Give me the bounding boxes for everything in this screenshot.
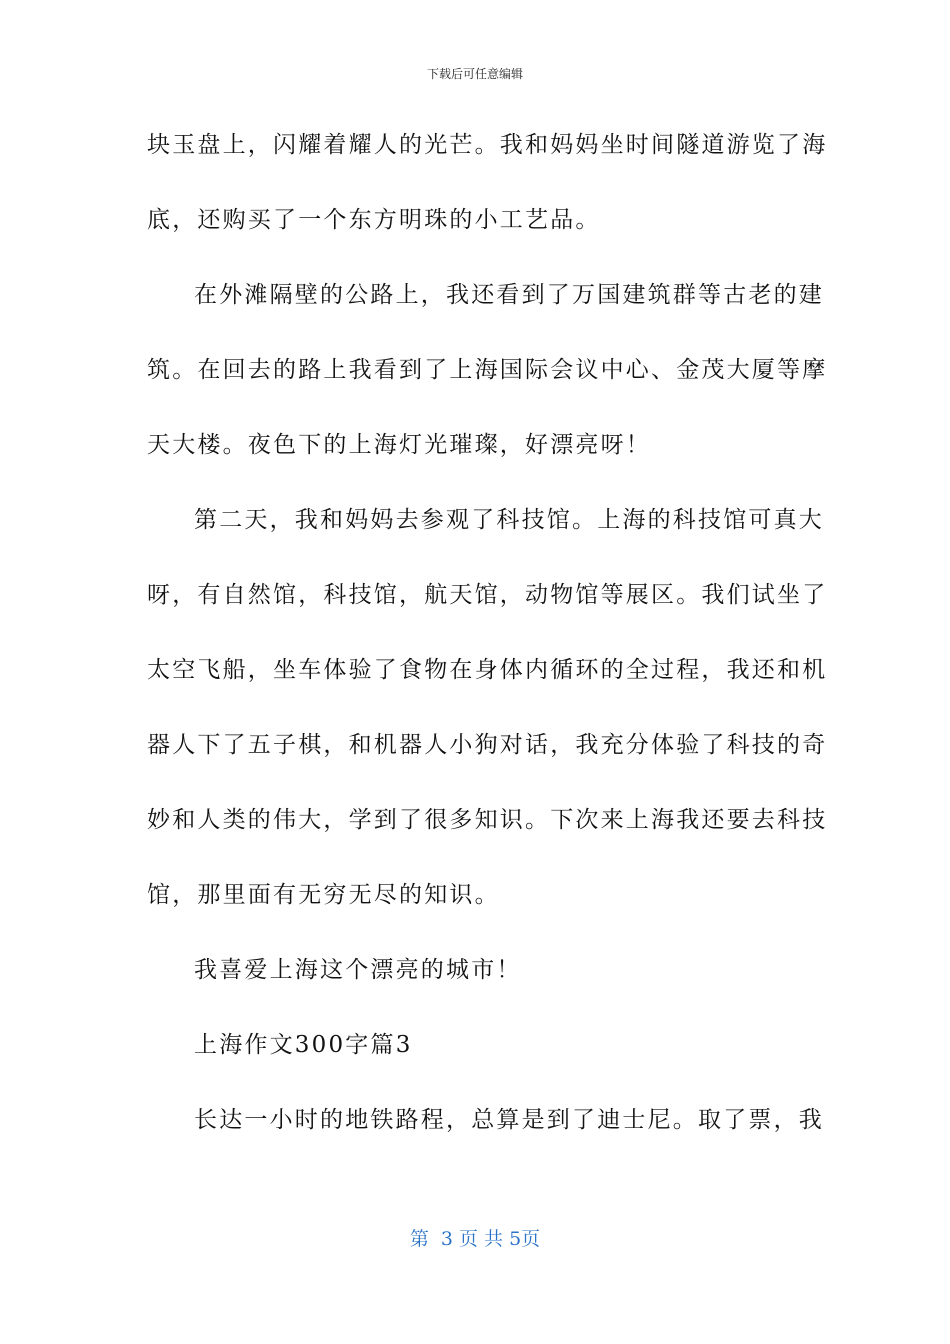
text-line: 长达一小时的地铁路程，总算是到了迪士尼。取了票，我 — [194, 1107, 824, 1133]
text-line: 太空飞船，坐车体验了食物在身体内循环的全过程，我还和机 — [147, 657, 828, 683]
text-line: 呀，有自然馆，科技馆，航天馆，动物馆等展区。我们试坐了 — [147, 582, 828, 608]
text-line: 馆，那里面有无穷无尽的知识。 — [147, 882, 500, 908]
text-line: 妙和人类的伟大，学到了很多知识。下次来上海我还要去科技 — [147, 807, 828, 833]
text-line: 筑。在回去的路上我看到了上海国际会议中心、金茂大厦等摩 — [147, 357, 828, 383]
text-line: 我喜爱上海这个漂亮的城市！ — [194, 957, 522, 983]
text-line: 在外滩隔壁的公路上，我还看到了万国建筑群等古老的建 — [194, 282, 824, 308]
section-heading: 上海作文300字篇3 — [194, 1032, 413, 1058]
document-body — [147, 125, 828, 1175]
text-line: 第二天，我和妈妈去参观了科技馆。上海的科技馆可真大 — [194, 507, 824, 533]
text-line: 底，还购买了一个东方明珠的小工艺品。 — [147, 207, 601, 233]
text-line: 天大楼。夜色下的上海灯光璀璨，好漂亮呀！ — [147, 432, 651, 458]
page-header: 下载后可任意编辑 — [426, 67, 523, 81]
text-line: 块玉盘上，闪耀着耀人的光芒。我和妈妈坐时间隧道游览了海 — [147, 132, 828, 158]
text-line: 器人下了五子棋，和机器人小狗对话，我充分体验了科技的奇 — [147, 732, 828, 758]
page-number-footer: 第 3 页 共 5页 — [409, 1228, 541, 1250]
